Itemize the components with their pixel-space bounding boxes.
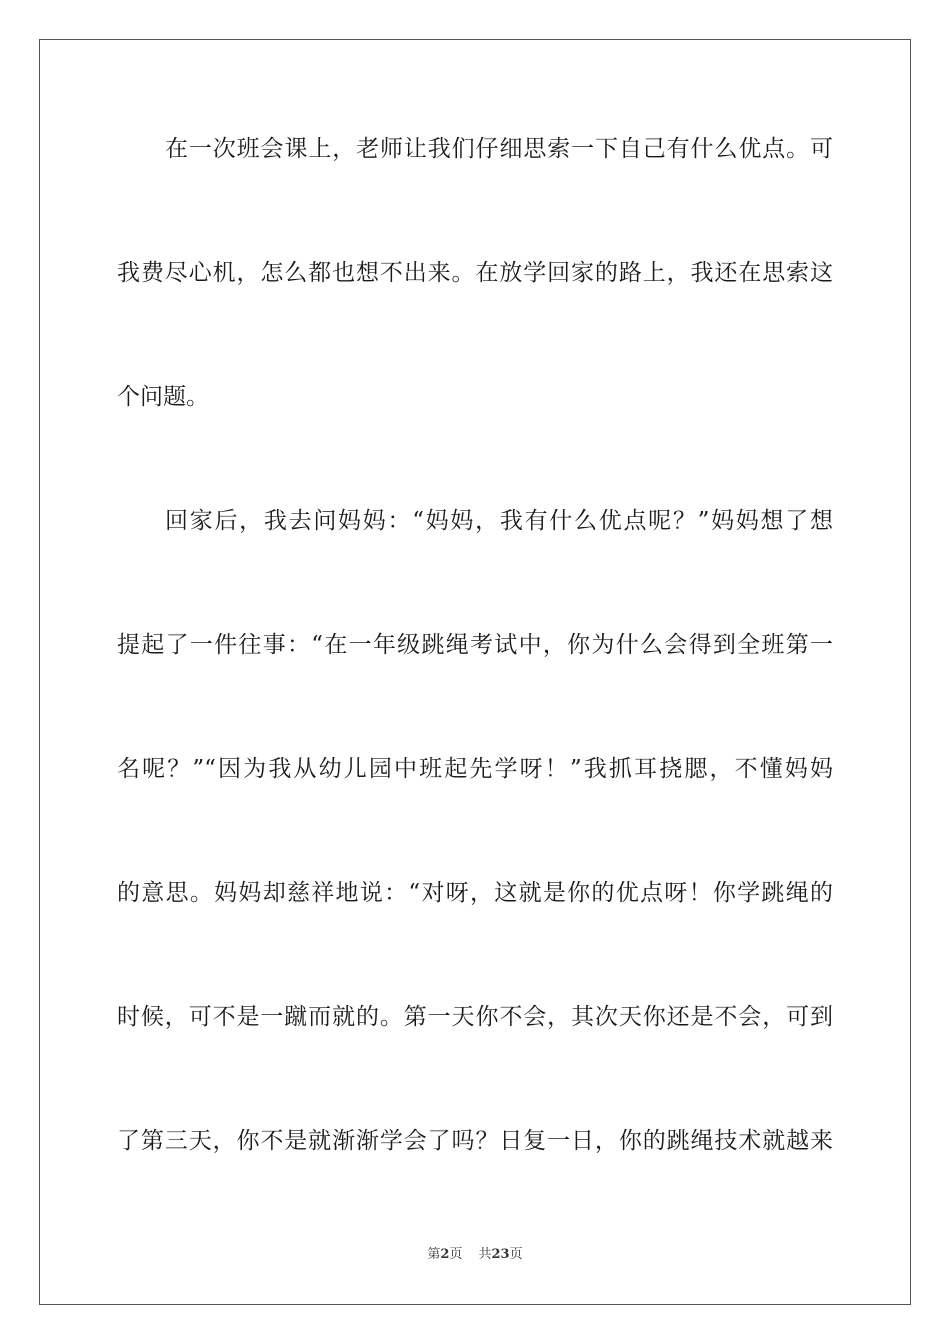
total-prefix: 共 (478, 1247, 492, 1262)
paragraph-2-line-4: 的意思。妈妈却慈祥地说：“对呀，这就是你的优点呀！你学跳绳的 (117, 880, 833, 906)
paragraph-2-line-1: 回家后，我去问妈妈：“妈妈，我有什么优点呢？”妈妈想了想 (165, 508, 833, 534)
page-prefix: 第 (427, 1247, 441, 1262)
total-suffix: 页 (509, 1247, 523, 1262)
paragraph-1-line-3: 个问题。 (117, 384, 209, 410)
total-pages: 23 (491, 1247, 510, 1262)
paragraph-2-line-6: 了第三天，你不是就渐渐学会了吗？日复一日，你的跳绳技术就越来 (117, 1128, 833, 1154)
page-suffix: 页 (449, 1247, 463, 1262)
paragraph-2-line-3: 名呢？”“因为我从幼儿园中班起先学呀！”我抓耳挠腮，不懂妈妈 (117, 756, 833, 782)
page-footer (0, 1246, 950, 1264)
paragraph-2-line-5: 时候，可不是一蹴而就的。第一天你不会，其次天你还是不会，可到 (117, 1004, 833, 1030)
paragraph-1-line-1: 在一次班会课上，老师让我们仔细思索一下自己有什么优点。可 (165, 136, 833, 162)
paragraph-2-line-2: 提起了一件往事：“在一年级跳绳考试中，你为什么会得到全班第一 (117, 632, 833, 658)
page-border (39, 39, 911, 1305)
paragraph-1-line-2: 我费尽心机，怎么都也想不出来。在放学回家的路上，我还在思索这 (117, 260, 833, 286)
page-number: 2 (440, 1247, 450, 1262)
